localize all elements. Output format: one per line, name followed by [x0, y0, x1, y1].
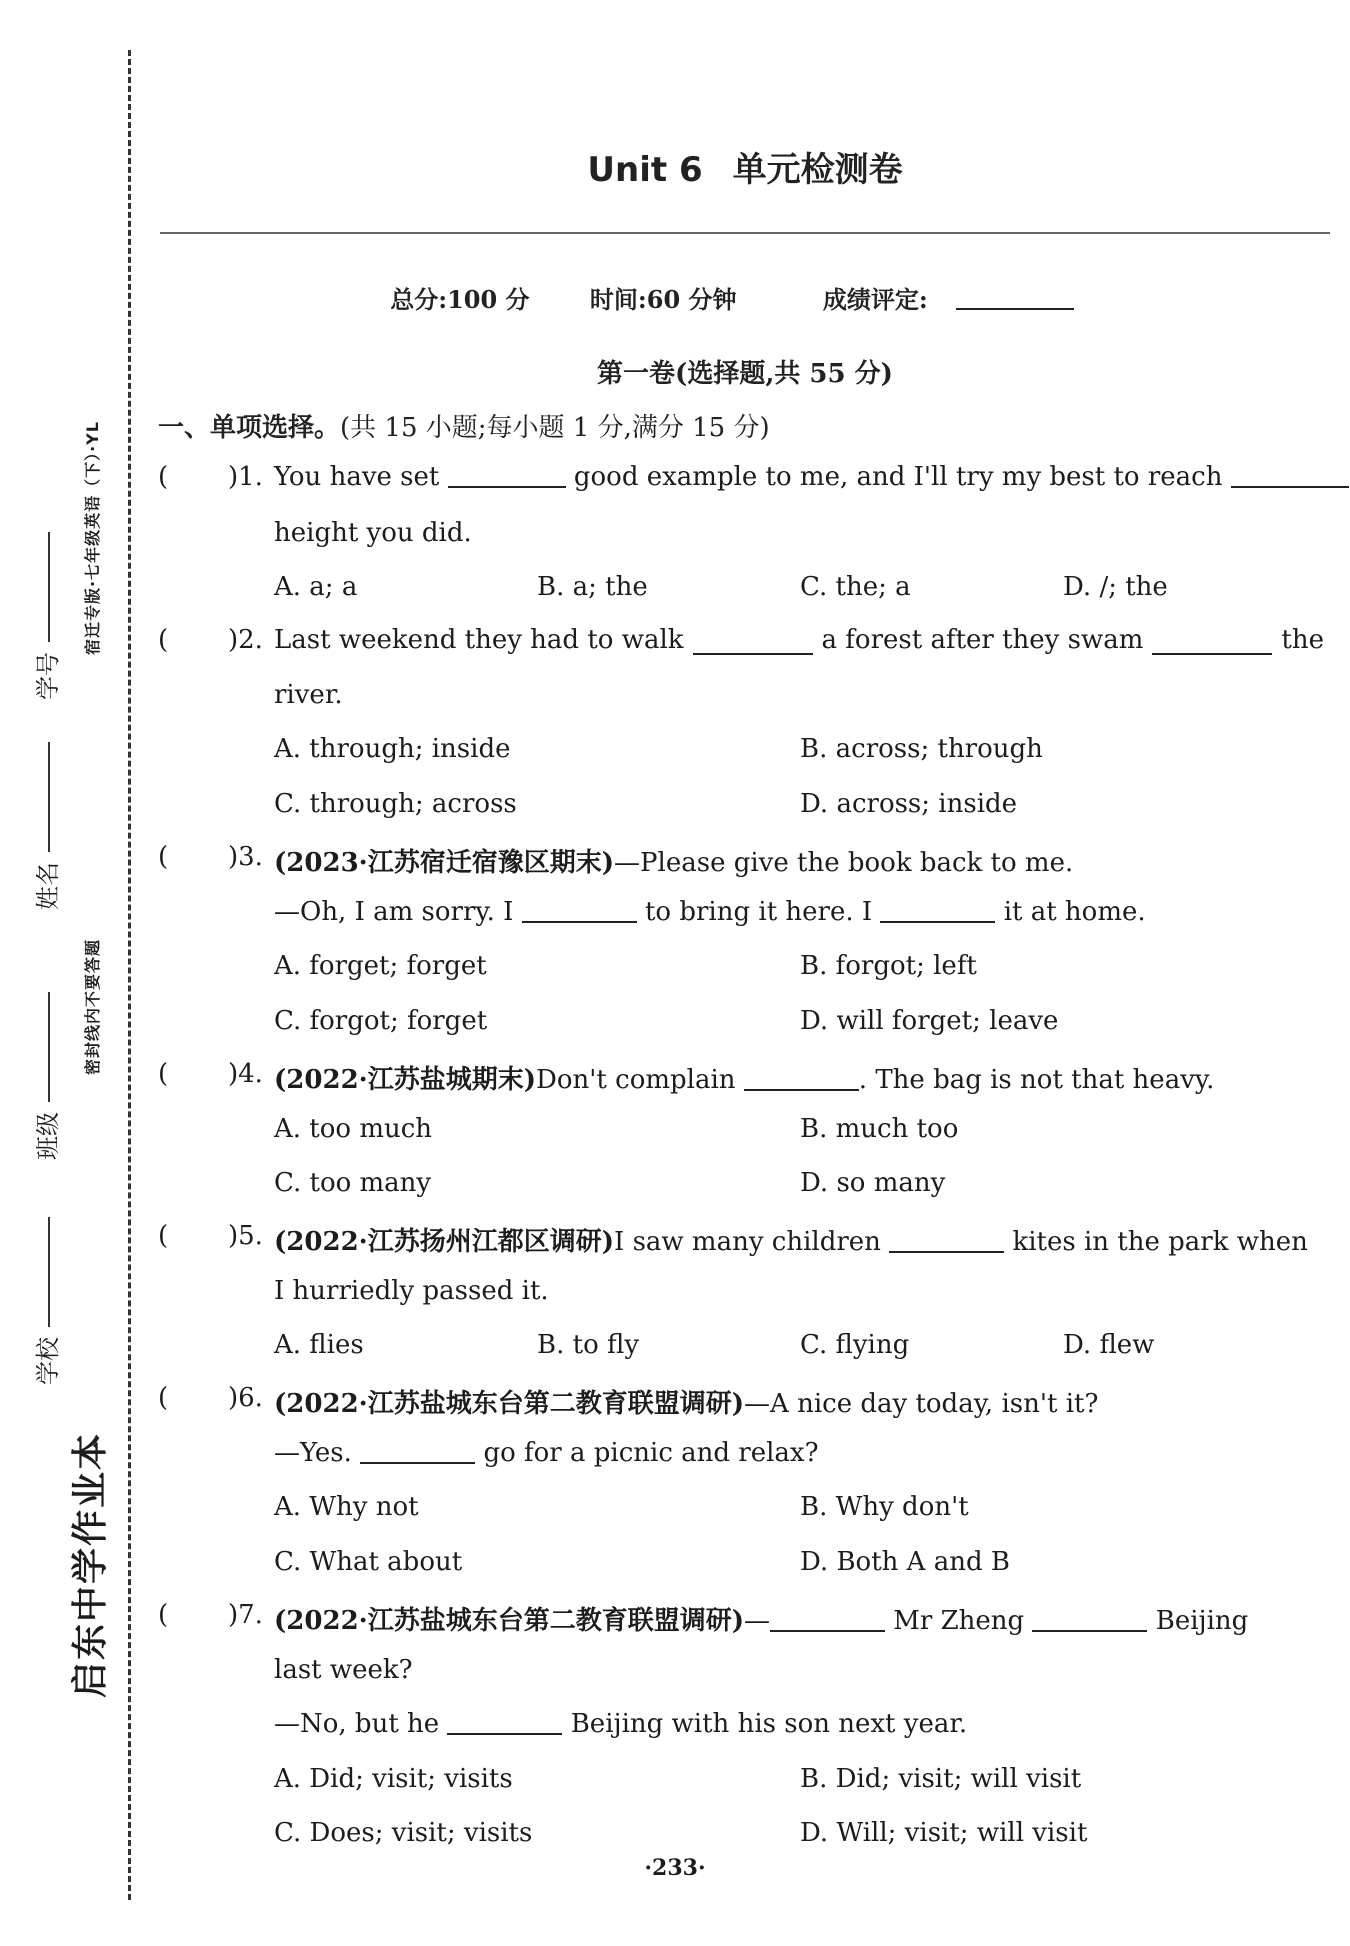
option-d[interactable]: D. Both A and B [800, 1547, 1010, 1577]
answer-paren[interactable]: ( [158, 1059, 169, 1089]
section-note: (共 15 小题;每小题 1 分,满分 15 分) [340, 413, 770, 443]
test-title: 单元检测卷 [732, 150, 903, 190]
option-b[interactable]: B. across; through [800, 734, 1043, 764]
option-c[interactable]: C. too many [274, 1168, 432, 1198]
question-source: (2022·江苏盐城东台第二教育联盟调研) [274, 1606, 745, 1636]
option-b[interactable]: B. Did; visit; will visit [800, 1764, 1082, 1794]
unit-label: Unit 6 [587, 150, 703, 190]
option-d[interactable]: D. will forget; leave [800, 1006, 1059, 1036]
grade-blank[interactable] [956, 308, 1074, 310]
question-number: )5. [228, 1221, 263, 1251]
total-score: 总分:100 分 [390, 285, 530, 314]
school-field[interactable] [28, 1217, 63, 1385]
question-stem: (2022·江苏盐城东台第二教育联盟调研)—A nice day today, isn't it? [274, 1389, 1099, 1419]
school-blank[interactable] [48, 1217, 50, 1327]
answer-blank[interactable] [889, 1251, 1004, 1253]
answer-blank[interactable] [770, 1630, 885, 1632]
question-stem: (2022·江苏盐城期末)Don't complain . The bag is not that heavy. [274, 1065, 1215, 1095]
name-label: 姓名 [34, 862, 62, 910]
seal-note: 密封线内不要答题 [83, 938, 102, 1075]
question-stem-cont: river. [274, 680, 343, 710]
binding-margin [0, 0, 150, 1946]
question-number: )7. [228, 1600, 263, 1630]
option-b[interactable]: B. to fly [537, 1330, 640, 1360]
page-number: ·233· [644, 1855, 706, 1881]
option-d[interactable]: D. /; the [1063, 572, 1168, 602]
answer-blank[interactable] [880, 921, 995, 923]
answer-paren[interactable]: ( [158, 625, 169, 655]
option-b[interactable]: B. forgot; left [800, 951, 977, 981]
grade-label: 成绩评定: [822, 285, 928, 314]
answer-blank[interactable] [1032, 1630, 1147, 1632]
option-a[interactable]: A. through; inside [274, 734, 511, 764]
question-number: )4. [228, 1059, 263, 1089]
answer-paren[interactable]: ( [158, 842, 169, 872]
option-a[interactable]: A. flies [274, 1330, 364, 1360]
question-stem-cont: —Yes. go for a picnic and relax? [274, 1438, 819, 1468]
student-id-label: 学号 [34, 652, 62, 700]
section-heading: 一、单项选择。 [158, 413, 341, 443]
answer-blank[interactable] [360, 1462, 475, 1464]
answer-blank[interactable] [522, 921, 637, 923]
name-blank[interactable] [48, 742, 50, 852]
question-stem-cont: height you did. [274, 518, 472, 548]
question-number: )2. [228, 625, 263, 655]
section-title [158, 407, 770, 444]
part-title: 第一卷(选择题,共 55 分) [597, 359, 893, 389]
grade-field [797, 285, 1100, 314]
question-stem: (2023·江苏宿迁宿豫区期末)—Please give the book back to me. [274, 848, 1074, 878]
question-number: )3. [228, 842, 263, 872]
question-source: (2022·江苏扬州江都区调研) [274, 1227, 615, 1257]
score-info [160, 280, 1330, 315]
option-c[interactable]: C. through; across [274, 789, 517, 819]
title-divider [160, 232, 1330, 234]
question-stem-cont: last week? [274, 1655, 413, 1685]
answer-blank[interactable] [447, 1733, 562, 1735]
brand-text: 启东中学作业本 [70, 1431, 111, 1698]
option-a[interactable]: A. Why not [274, 1492, 419, 1522]
option-b[interactable]: B. a; the [537, 572, 648, 602]
answer-blank[interactable] [448, 486, 566, 488]
option-d[interactable]: D. across; inside [800, 789, 1018, 819]
option-c[interactable]: C. flying [800, 1330, 910, 1360]
time-limit: 时间:60 分钟 [589, 285, 737, 314]
option-c[interactable]: C. Does; visit; visits [274, 1818, 533, 1848]
question-source: (2023·江苏宿迁宿豫区期末) [274, 848, 615, 878]
class-label: 班级 [34, 1112, 62, 1160]
answer-blank[interactable] [1152, 625, 1272, 655]
answer-paren[interactable]: ( [158, 1600, 169, 1630]
question-number: )6. [228, 1383, 263, 1413]
question-source: (2022·江苏盐城期末) [274, 1065, 537, 1095]
book-series: 宿迁专版·七年级英语（下）·YL [83, 421, 102, 655]
option-c[interactable]: C. the; a [800, 572, 911, 602]
option-c[interactable]: C. What about [274, 1547, 463, 1577]
question-stem: (2022·江苏扬州江都区调研)I saw many children kites in the park when [274, 1227, 1308, 1257]
option-a[interactable]: A. Did; visit; visits [274, 1764, 513, 1794]
school-label: 学校 [34, 1337, 62, 1385]
option-b[interactable]: B. Why don't [800, 1492, 969, 1522]
question-stem: You have set good example to me, and I'll try my best to reach [274, 462, 1349, 492]
option-b[interactable]: B. much too [800, 1114, 959, 1144]
answer-paren[interactable]: ( [158, 462, 169, 492]
question-source: (2022·江苏盐城东台第二教育联盟调研) [274, 1389, 745, 1419]
option-d[interactable]: D. so many [800, 1168, 946, 1198]
question-stem-cont: —Oh, I am sorry. I to bring it here. I it at home. [274, 897, 1146, 927]
answer-paren[interactable]: ( [158, 1383, 169, 1413]
student-id-blank[interactable] [48, 532, 50, 642]
seal-dashed-line [128, 50, 131, 1900]
answer-blank[interactable] [1231, 486, 1349, 488]
option-a[interactable]: A. too much [274, 1114, 433, 1144]
option-d[interactable]: D. flew [1063, 1330, 1155, 1360]
question-stem: (2022·江苏盐城东台第二教育联盟调研)— Mr Zheng Beijing [274, 1606, 1249, 1636]
option-a[interactable]: A. a; a [274, 572, 358, 602]
option-a[interactable]: A. forget; forget [274, 951, 487, 981]
question-number: )1. [228, 462, 263, 492]
question-stem-cont: I hurriedly passed it. [274, 1276, 549, 1306]
student-id-field[interactable] [28, 532, 63, 700]
class-blank[interactable] [48, 992, 50, 1102]
option-d[interactable]: D. Will; visit; will visit [800, 1818, 1088, 1848]
question-stem: Last weekend they had to walk a forest after they swam the [274, 625, 1324, 655]
page-title [160, 142, 1330, 191]
name-field[interactable] [28, 742, 63, 910]
class-field[interactable] [28, 992, 63, 1160]
option-c[interactable]: C. forgot; forget [274, 1006, 488, 1036]
question-stem-cont: —No, but he Beijing with his son next year. [274, 1709, 968, 1739]
answer-blank[interactable] [693, 625, 813, 655]
answer-blank[interactable] [744, 1089, 859, 1091]
answer-paren[interactable]: ( [158, 1221, 169, 1251]
